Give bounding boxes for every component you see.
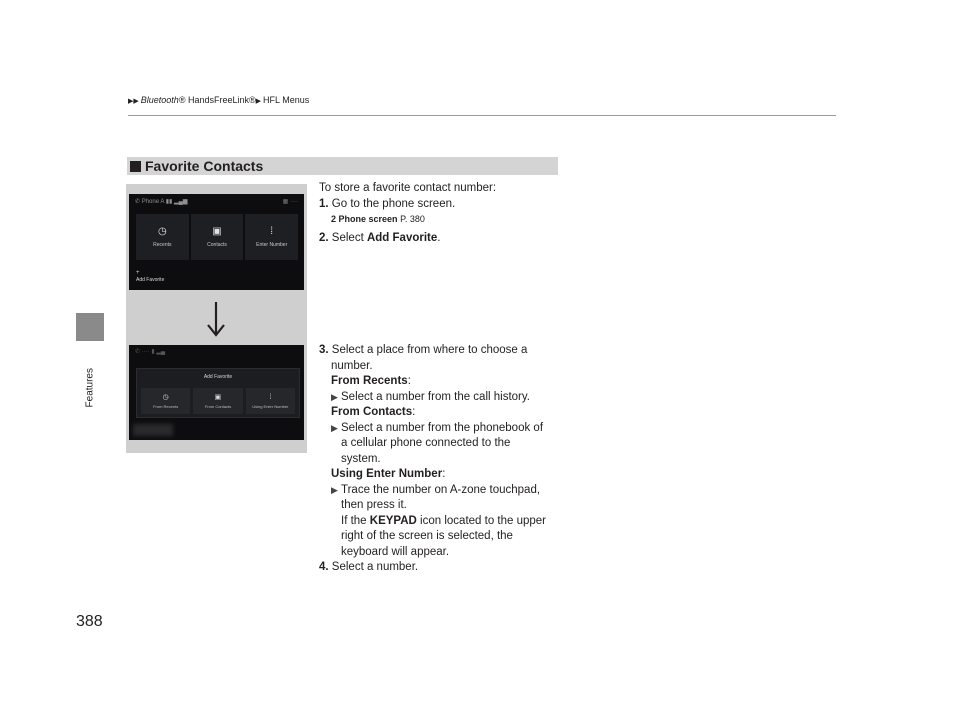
down-arrow-icon — [205, 294, 227, 344]
chapter-label: Features — [84, 368, 96, 408]
chapter-tab-marker — [76, 313, 104, 341]
add-favorite-label: Add Favorite — [136, 277, 165, 283]
reference-page: P. 380 — [400, 214, 425, 224]
breadcrumb-hfl-menus: HFL Menus — [263, 95, 310, 105]
using-enter-detail-cont: right of the screen is selected, the — [341, 530, 513, 542]
add-favorite-screen — [129, 345, 304, 440]
from-recents-detail: ▶ Select a number from the call history. — [319, 390, 564, 406]
contact-card-icon: ▣ — [212, 225, 222, 237]
instructions — [319, 181, 564, 576]
signal-icon: ▮▮ ▂▄▆ — [165, 199, 188, 205]
phone-name: Phone A — [141, 199, 165, 205]
phone-menu-tiles — [136, 214, 298, 260]
from-contacts-detail-cont: system. — [341, 452, 381, 465]
reference-label: Phone screen — [338, 214, 398, 224]
using-enter-heading: Using Enter Number: — [331, 468, 446, 480]
from-contacts-detail-cont: a cellular phone connected to the — [341, 437, 511, 449]
breadcrumb-arrow-icon: ▶▶ — [128, 98, 139, 105]
clock-icon: ◷ — [157, 225, 167, 237]
clock-icon: ◷ — [162, 393, 169, 401]
phone-status-bar — [135, 198, 187, 205]
section-header — [127, 157, 558, 175]
step-2: 2. Select Add Favorite. — [319, 231, 441, 244]
enter-number-tile[interactable] — [245, 214, 298, 260]
cross-reference[interactable] — [319, 212, 564, 228]
phone-icon: ✆ — [135, 199, 142, 205]
recents-label: Recents — [153, 241, 172, 248]
using-enter-number-label: Using Enter Number — [252, 403, 289, 409]
step-1: 1. Go to the phone screen. — [319, 197, 456, 210]
breadcrumb-handsfreelink: HandsFreeLink — [185, 95, 249, 105]
add-favorite-dialog — [136, 368, 300, 418]
phone-screen — [129, 194, 304, 290]
from-recents-option[interactable] — [141, 388, 190, 414]
breadcrumb-arrow-icon: ▶ — [255, 98, 262, 105]
page-number: 388 — [76, 613, 103, 630]
blurred-background-item — [133, 424, 173, 436]
figure-panel — [126, 184, 307, 453]
breadcrumb — [128, 95, 309, 105]
plus-icon: + — [136, 270, 140, 276]
step-4: 4. Select a number. — [319, 561, 419, 573]
keypad-icon: ⁞ — [269, 393, 272, 401]
section-title: Favorite Contacts — [145, 158, 264, 174]
section-square-icon — [130, 161, 141, 172]
using-enter-number-option[interactable] — [246, 388, 295, 414]
using-enter-detail-cont: keyboard will appear. — [341, 545, 450, 558]
using-enter-keypad-note: If the KEYPAD icon located to the upper — [341, 514, 547, 527]
contacts-label: Contacts — [207, 241, 227, 248]
keypad-small-icon: ▦ ···· — [282, 199, 298, 205]
header-divider — [128, 115, 836, 116]
from-contacts-option[interactable] — [193, 388, 242, 414]
contact-card-icon: ▣ — [214, 393, 222, 401]
using-enter-detail-cont: then press it. — [341, 499, 407, 511]
add-favorite-term: Add Favorite — [366, 231, 438, 244]
dim-status-bar: ✆ ···· ▮ ▂▄ — [135, 349, 166, 355]
from-contacts-detail: ▶ Select a number from the phonebook of — [319, 421, 564, 437]
recents-tile[interactable] — [136, 214, 189, 260]
step-3: 3. Select a place from where to choose a — [319, 344, 528, 356]
contacts-tile[interactable] — [191, 214, 244, 260]
from-contacts-heading: From Contacts: — [331, 406, 416, 418]
keypad-term: KEYPAD — [369, 514, 417, 527]
source-options — [141, 388, 295, 414]
from-contacts-label: From Contacts — [204, 403, 232, 409]
from-recents-heading: From Recents: — [331, 375, 411, 387]
pointer-arrow-icon: ▶ — [331, 391, 338, 402]
intro-text: To store a favorite contact number: — [319, 182, 497, 194]
enter-number-label: Enter Number — [256, 241, 288, 248]
breadcrumb-reg-mark: ® — [178, 95, 186, 105]
from-recents-label: From Recents — [153, 403, 179, 409]
breadcrumb-bluetooth: Bluetooth — [140, 95, 179, 105]
breadcrumb-reg-mark: ® — [249, 95, 256, 105]
dialog-title: Add Favorite — [203, 374, 233, 380]
reference-arrow-icon: 2 — [331, 214, 337, 224]
keypad-icon: ⁞ — [270, 225, 274, 237]
using-enter-detail: ▶ Trace the number on A-zone touchpad, — [319, 483, 564, 499]
pointer-arrow-icon: ▶ — [331, 484, 338, 495]
step-3-cont: number. — [331, 359, 373, 372]
pointer-arrow-icon: ▶ — [331, 422, 338, 433]
add-favorite-item[interactable] — [136, 270, 164, 283]
